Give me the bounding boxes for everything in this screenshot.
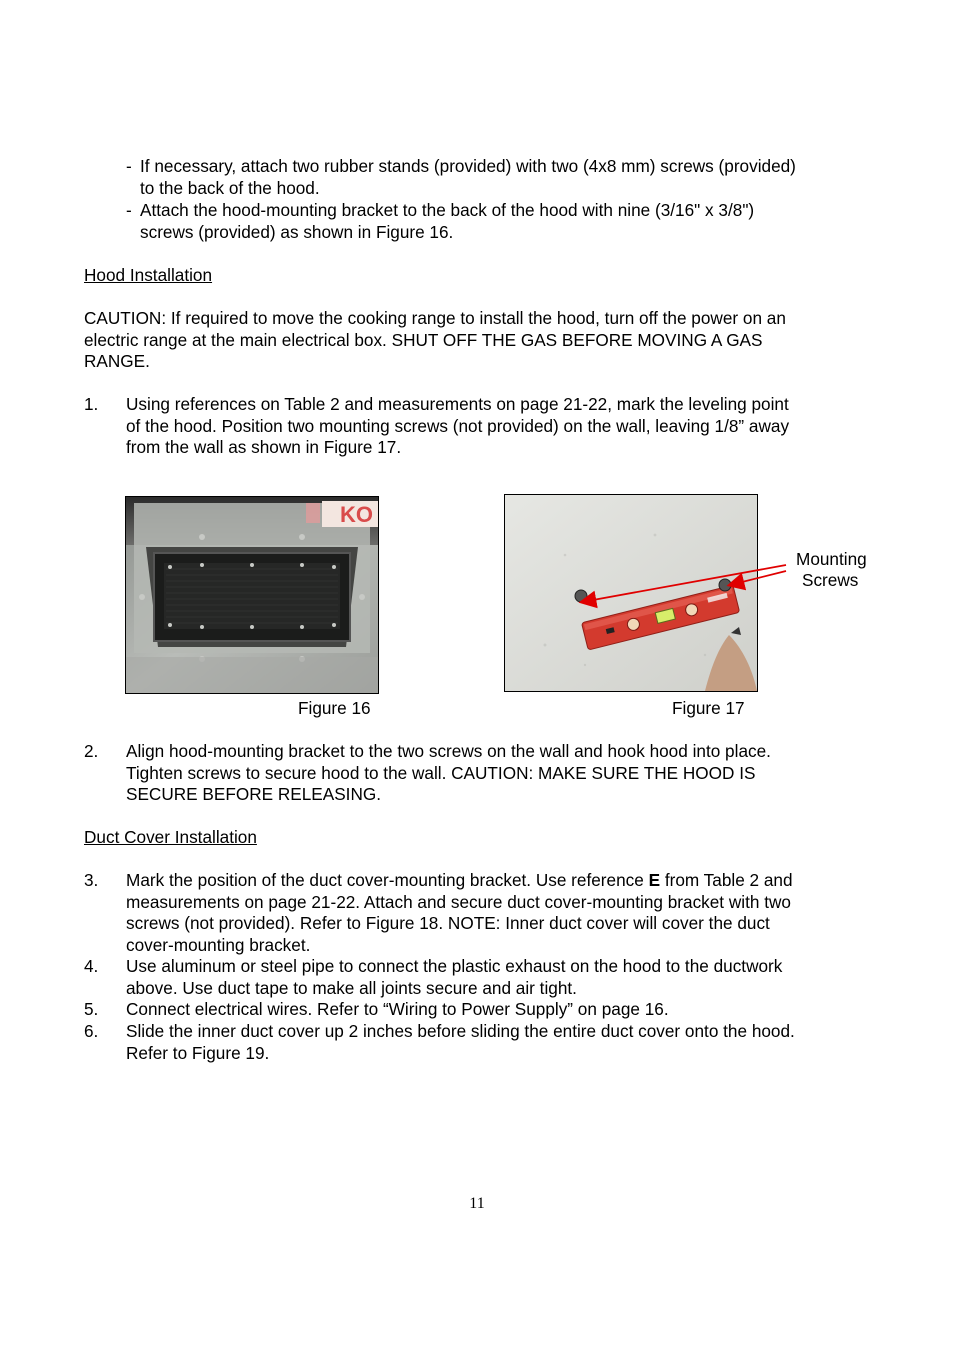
step-text [126,741,866,806]
step-line: Use aluminum or steel pipe to connect the plastic exhaust on the hood to the ductwork [126,956,783,976]
step-line: above. Use duct tape to make all joints secure and air tight. [126,977,577,998]
step-line: from the wall as shown in Figure 17. [126,437,402,457]
step-line [126,870,866,892]
step-number: 4. [84,956,99,976]
step-number: 5. [84,999,99,1019]
step-text-part: from Table 2 and [660,870,793,890]
callout-mounting: Mounting [796,549,867,569]
step-line: Align hood-mounting bracket to the two screws on the wall and hook hood into place. [126,741,771,761]
figure-16-photo [125,496,379,694]
step-text [126,1021,866,1064]
bullet-1 [126,156,796,178]
figure-16-caption: Figure 16 [298,698,371,718]
bullet-text: If necessary, attach two rubber stands (provided) with two (4x8 mm) screws (provided) [140,156,796,176]
caution-line: electric range at the main electrical box. SHUT OFF THE GAS BEFORE MOVING A GAS [84,329,763,350]
step-line: Connect electrical wires. Refer to “Wiring to Power Supply” on page 16. [126,999,669,1019]
step-text [126,870,866,956]
bullet-2-cont: screws (provided) as shown in Figure 16. [140,222,454,242]
caution-line: RANGE. [84,351,150,371]
step-line: of the hood. Position two mounting screws (not provided) on the wall, leaving 1/8” away [126,415,790,436]
fig16-sticker-text: KO [340,502,373,527]
callout-screws: Screws [802,570,859,590]
step-line: Using references on Table 2 and measurements on page 21-22, mark the leveling point [126,394,789,414]
hood-bracket-image [126,497,378,693]
step-number: 3. [84,870,99,890]
step-text [126,394,866,459]
bullet-dash: - [126,156,132,176]
figure-17-caption: Figure 17 [672,698,745,718]
step-number: 2. [84,741,99,761]
step-line: Slide the inner duct cover up 2 inches before sliding the entire duct cover onto the hood. [126,1021,795,1041]
step-text [126,999,866,1021]
caution-paragraph [84,308,884,373]
step-line: screws (not provided). Refer to Figure 18. NOTE: Inner duct cover will cover the duct [126,913,770,933]
caution-line: CAUTION: If required to move the cooking range to install the hood, turn off the power on an [84,308,786,328]
step-line: Tighten screws to secure hood to the wall. CAUTION: MAKE SURE THE HOOD IS [126,762,756,783]
hood-installation-heading: Hood Installation [84,265,213,285]
bullet-text: Attach the hood-mounting bracket to the back of the hood with nine (3/16" x 3/8") [140,200,755,220]
step-line: measurements on page 21-22. Attach and secure duct cover-mounting bracket with two [126,891,791,912]
step-text-part: Mark the position of the duct cover-mounting bracket. Use reference [126,870,649,890]
bullet-2 [126,200,754,222]
step-number: 6. [84,1021,99,1041]
duct-cover-installation-heading: Duct Cover Installation [84,827,257,847]
step-number: 1. [84,394,99,414]
step-line: cover-mounting bracket. [126,934,311,955]
callout-arrow-left [582,565,786,602]
bullet-dash: - [126,200,132,220]
step-line: SECURE BEFORE RELEASING. [126,784,382,804]
reference-e: E [648,870,661,890]
step-text [126,956,866,999]
page-number: 11 [469,1195,485,1212]
callout-arrows [570,560,800,620]
bullet-1-cont: to the back of the hood. [140,178,320,198]
step-line: Refer to Figure 19. [126,1042,270,1063]
